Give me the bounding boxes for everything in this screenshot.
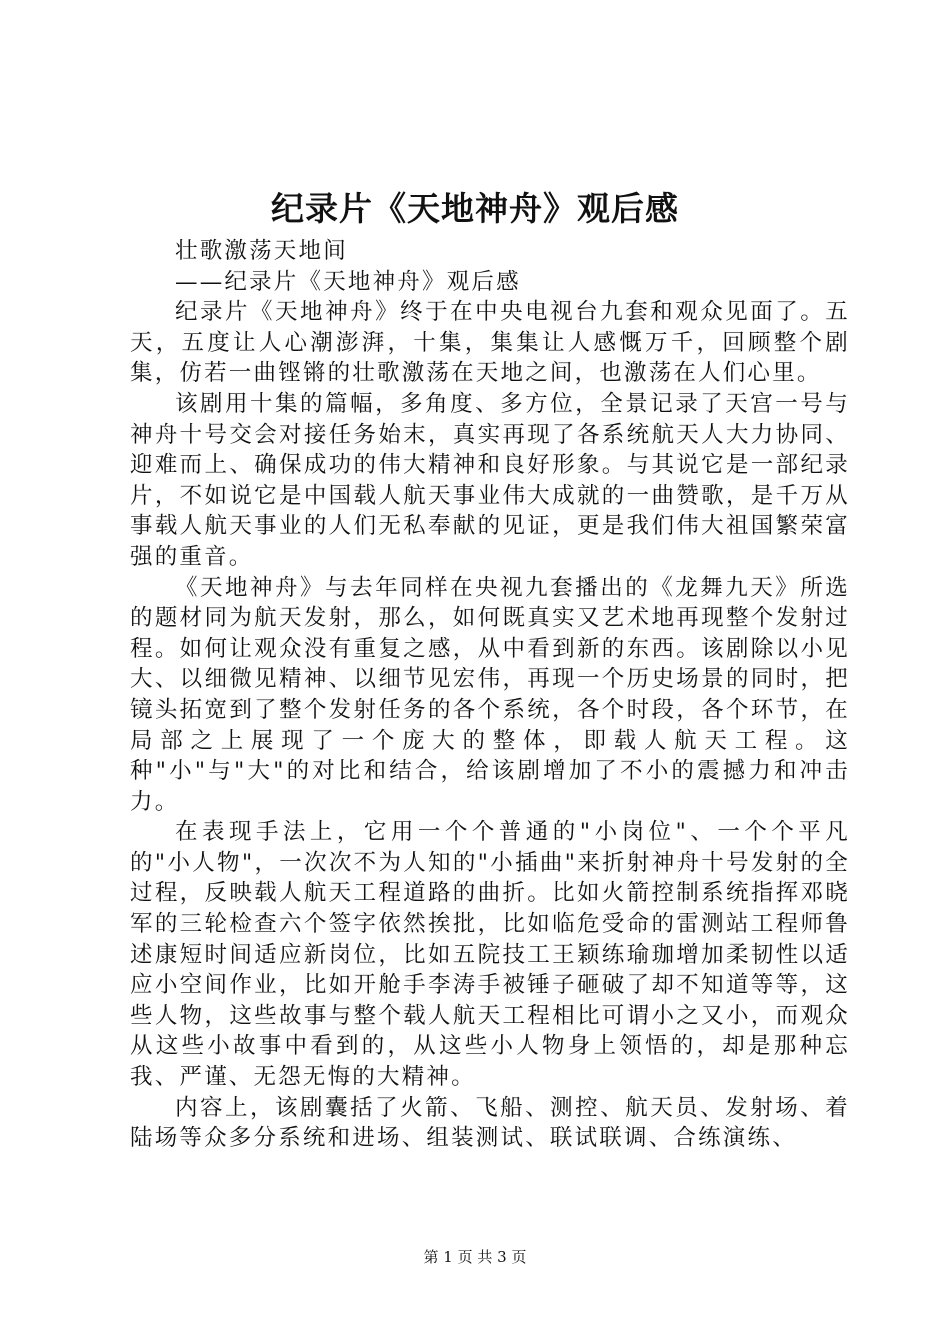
paragraph-5: 内容上，该剧囊括了火箭、飞船、测控、航天员、发射场、着陆场等众多分系统和进场、组装测试、联试联调、合练演练、 [130,1094,850,1152]
paragraph-1: 纪录片《天地神舟》终于在中央电视台九套和观众见面了。五天，五度让人心潮澎湃，十集，集集让人感慨万千，回顾整个剧集，仿若一曲铿锵的壮歌激荡在天地之间，也激荡在人们心里。 [130,299,850,387]
document-body [130,236,850,1154]
paragraph-3: 《天地神舟》与去年同样在央视九套播出的《龙舞九天》所选的题材同为航天发射，那么，如何既真实又艺术地再现整个发射过程。如何让观众没有重复之感，从中看到新的东西。该剧除以小见大、以细微见精神、以细节见宏伟，再现一个历史场景的同时，把镜头拓宽到了整个发射任务的各个系统，各个时段，各个环节，在局部之上展现了一个庞大的整体，即载人航天工程。这种"小"与"大"的对比和结合，给该剧增加了不小的震撼力和冲击力。 [130,574,850,815]
subtitle-main: 壮歌激荡天地间 [175,238,348,264]
page-footer: 第 1 页 共 3 页 [423,1248,527,1266]
subtitle-sub: ——纪录片《天地神舟》观后感 [175,268,521,295]
paragraph-4: 在表现手法上，它用一个个普通的"小岗位"、一个个平凡的"小人物"，一次次不为人知的"小插曲"来折射神舟十号发射的全过程，反映载人航天工程道路的曲折。比如火箭控制系统指挥邓晓军的三轮检查六个签字依然挨批，比如临危受命的雷测站工程师鲁述康短时间适应新岗位，比如五院技工王颖练瑜珈增加柔韧性以适应小空间作业，比如开舱手李涛手被锤子砸破了却不知道等等，这些人物，这些故事与整个载人航天工程相比可谓小之又小，而观众从这些小故事中看到的，从这些小人物身上领悟的，却是那种忘我、严谨、无怨无悔的大精神。 [130,819,850,1091]
document-title: 纪录片《天地神舟》观后感 [271,189,679,228]
paragraph-2: 该剧用十集的篇幅，多角度、多方位，全景记录了天宫一号与神舟十号交会对接任务始末，真实再现了各系统航天人大力协同、迎难而上、确保成功的伟大精神和良好形象。与其说它是一部纪录片，不如说它是中国载人航天事业伟大成就的一曲赞歌，是千万从事载人航天事业的人们无私奉献的见证，更是我们伟大祖国繁荣富强的重音。 [130,390,850,570]
